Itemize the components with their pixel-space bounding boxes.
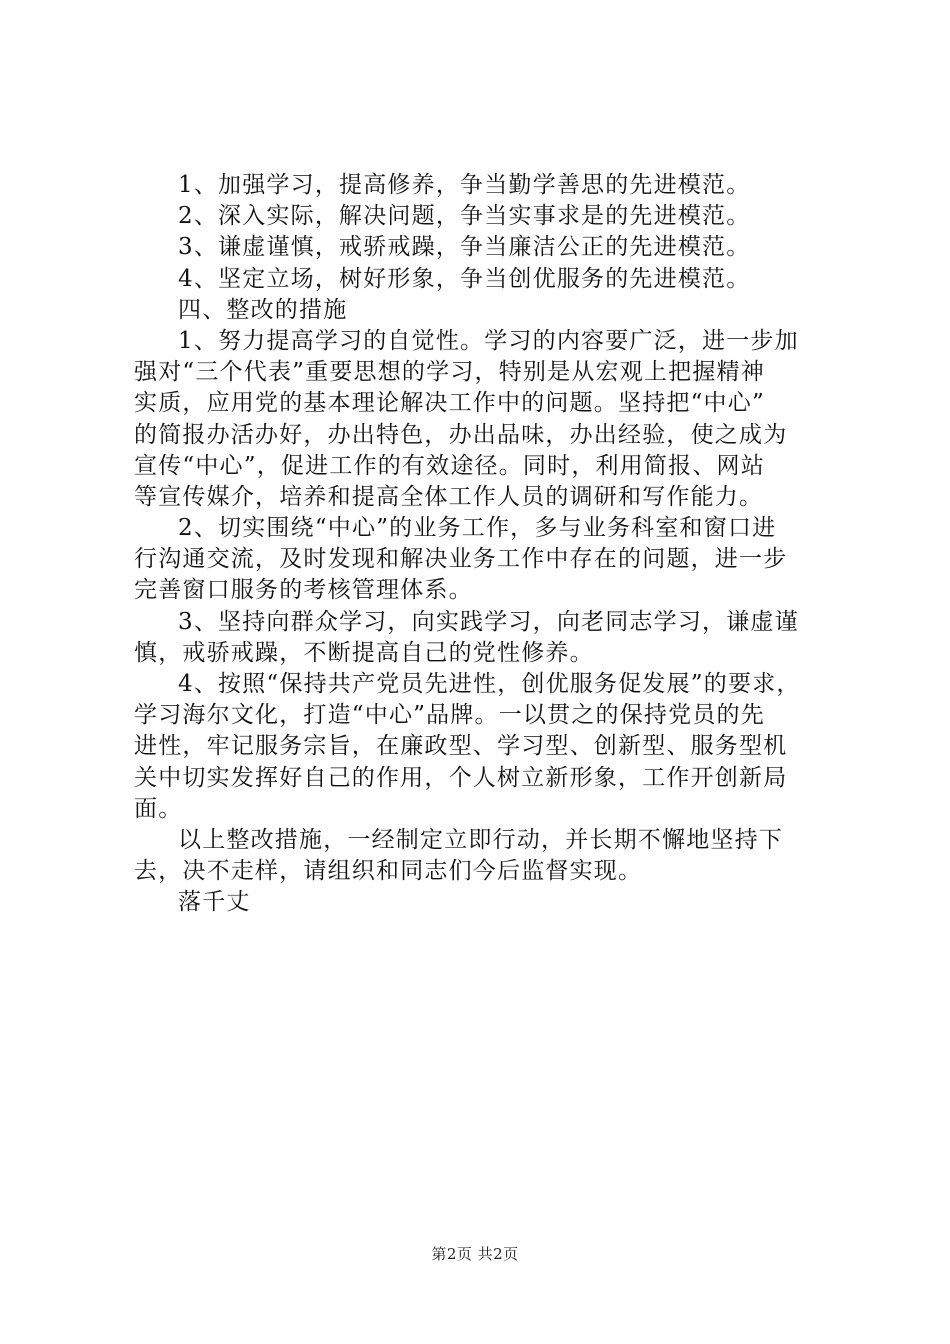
page-number-label: 第2页 共2页 bbox=[431, 1245, 519, 1263]
body-line: 4、坚定立场，树好形象，争当创优服务的先进模范。 bbox=[178, 265, 751, 292]
body-line: 4、按照“保持共产党员先进性，创优服务促发展”的要求， bbox=[178, 671, 801, 697]
body-line: 完善窗口服务的考核管理体系。 bbox=[134, 577, 473, 604]
body-line: 1、努力提高学习的自觉性。学习的内容要广泛，进一步加 bbox=[178, 327, 799, 354]
body-line: 等宣传媒介，培养和提高全体工作人员的调研和写作能力。 bbox=[134, 483, 764, 510]
page-footer bbox=[0, 1243, 950, 1264]
body-line: 宣传“中心”，促进工作的有效途径。同时，利用简报、网站 bbox=[134, 452, 765, 479]
body-line: 实质，应用党的基本理论解决工作中的问题。坚持把“中心” bbox=[134, 390, 765, 417]
section-heading: 四、整改的措施 bbox=[178, 296, 348, 323]
body-line: 2、切实围绕“中心”的业务工作，多与业务科室和窗口进 bbox=[178, 515, 777, 542]
body-line: 慎，戒骄戒躁，不断提高自己的党性修养。 bbox=[134, 639, 594, 666]
document-body bbox=[134, 170, 834, 919]
body-line: 的简报办活办好，办出特色，办出品味，办出经验，使之成为 bbox=[134, 421, 788, 448]
body-line: 强对“三个代表”重要思想的学习，特别是从宏观上把握精神 bbox=[134, 359, 765, 386]
body-line: 3、谦虚谨慎，戒骄戒躁，争当廉洁公正的先进模范。 bbox=[178, 234, 751, 261]
body-line: 去，决不走样，请组织和同志们今后监督实现。 bbox=[134, 858, 643, 885]
body-line: 进性，牢记服务宗旨，在廉政型、学习型、创新型、服务型机 bbox=[134, 733, 788, 760]
body-line: 关中切实发挥好自己的作用，个人树立新形象，工作开创新局 bbox=[134, 764, 788, 791]
body-line: 2、深入实际，解决问题，争当实事求是的先进模范。 bbox=[178, 203, 751, 230]
body-line: 1、加强学习，提高修养，争当勤学善思的先进模范。 bbox=[178, 172, 751, 198]
body-line: 落千丈 bbox=[178, 889, 251, 916]
body-line: 行沟通交流，及时发现和解决业务工作中存在的问题，进一步 bbox=[134, 546, 788, 573]
body-line: 3、坚持向群众学习，向实践学习，向老同志学习，谦虚谨 bbox=[178, 608, 799, 635]
body-line: 以上整改措施，一经制定立即行动，并长期不懈地坚持下 bbox=[178, 826, 783, 853]
body-line: 面。 bbox=[134, 795, 183, 822]
body-line: 学习海尔文化，打造“中心”品牌。一以贯之的保持党员的先 bbox=[134, 702, 765, 729]
